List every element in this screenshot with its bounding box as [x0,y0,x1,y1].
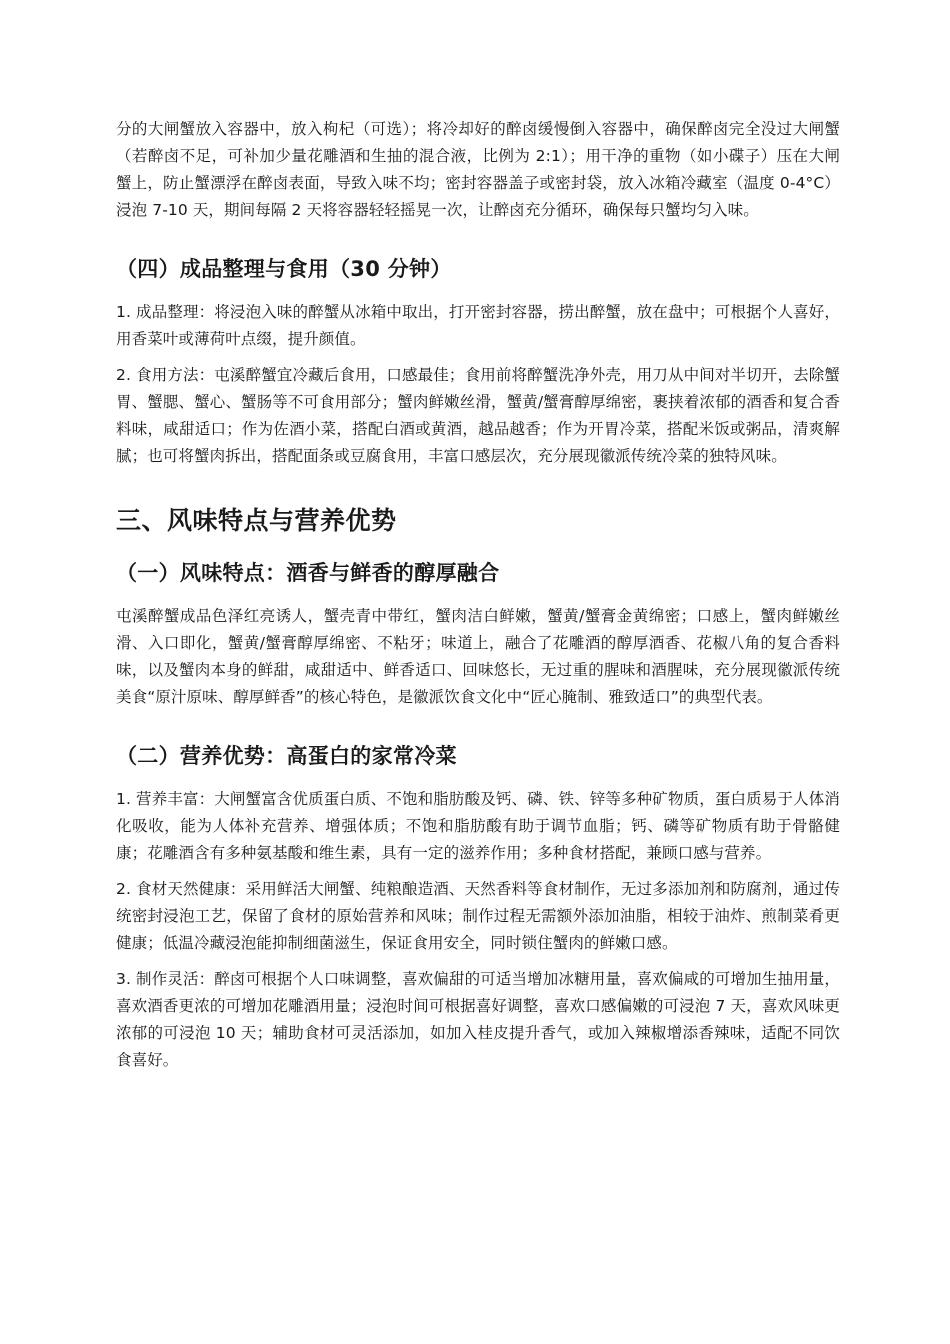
nutrition-heading: （二）营养优势：高蛋白的家常冷菜 [116,744,457,768]
flavor-heading: （一）风味特点：酒香与鲜香的醇厚融合 [116,561,500,585]
flavor-paragraph: 屯溪醉蟹成品色泽红亮诱人，蟹壳青中带红，蟹肉洁白鲜嫩，蟹黄/蟹膏金黄绵密；口感上，蟹肉鲜嫩丝滑、入口即化，蟹黄/蟹膏醇厚绵密、不粘牙；味道上，融合了花雕酒的醇厚酒香、花椒八角的复合香料味，以及蟹肉本身的鲜甜，咸甜适中、鲜香适口、回味悠长，无过重的腥味和酒腥味，充分展现徽派传统美食“原汁原味、醇厚鲜香”的核心特色，是徽派饮食文化中“匠心腌制、雅致适口”的典型代表。 [116,607,840,706]
chapter-three-heading: 三、风味特点与营养优势 [116,506,397,535]
nutrition-paragraph-3: 3. 制作灵活：醉卤可根据个人口味调整，喜欢偏甜的可适当增加冰糖用量，喜欢偏咸的可增加生抽用量，喜欢酒香更浓的可增加花雕酒用量；浸泡时间可根据喜好调整，喜欢口感偏嫩的可浸泡 7 天，喜欢风味更浓郁的可浸泡 10 天；辅助食材可灵活添加，如加入桂皮提升香气，或加入辣椒增添香辣味，适配不同饮食喜好。 [116,970,840,1069]
document-body [116,116,840,1083]
nutrition-paragraph-1: 1. 营养丰富：大闸蟹富含优质蛋白质、不饱和脂肪酸及钙、磷、铁、锌等多种矿物质，蛋白质易于人体消化吸收，能为人体补充营养、增强体质；不饱和脂肪酸有助于调节血脂；钙、磷等矿物质有助于骨骼健康；花雕酒含有多种氨基酸和维生素，具有一定的滋养作用；多种食材搭配，兼顾口感与营养。 [116,790,840,862]
section-four-paragraph-1: 1. 成品整理：将浸泡入味的醉蟹从冰箱中取出，打开密封容器，捞出醉蟹，放在盘中；可根据个人喜好，用香菜叶或薄荷叶点缀，提升颜值。 [116,303,840,348]
section-four-paragraph-2: 2. 食用方法：屯溪醉蟹宜冷藏后食用，口感最佳；食用前将醉蟹洗净外壳，用刀从中间对半切开，去除蟹胃、蟹腮、蟹心、蟹肠等不可食用部分；蟹肉鲜嫩丝滑，蟹黄/蟹膏醇厚绵密，裹挟着浓郁的酒香和复合香料味，咸甜适口；作为佐酒小菜，搭配白酒或黄酒，越品越香；作为开胃冷菜，搭配米饭或粥品，清爽解腻；也可将蟹肉拆出，搭配面条或豆腐食用，丰富口感层次，充分展现徽派传统冷菜的独特风味。 [116,366,840,465]
intro-paragraph: 分的大闸蟹放入容器中，放入枸杞（可选）；将冷却好的醉卤缓慢倒入容器中，确保醉卤完全没过大闸蟹（若醉卤不足，可补加少量花雕酒和生抽的混合液，比例为 2:1）；用干净的重物（如小碟子）压在大闸蟹上，防止蟹漂浮在醉卤表面，导致入味不均；密封容器盖子或密封袋，放入冰箱冷藏室（温度 0-4°C）浸泡 7-10 天，期间每隔 2 天将容器轻轻摇晃一次，让醉卤充分循环，确保每只蟹均匀入味。 [116,120,840,219]
nutrition-paragraph-2: 2. 食材天然健康：采用鲜活大闸蟹、纯粮酿造酒、天然香料等食材制作，无过多添加剂和防腐剂，通过传统密封浸泡工艺，保留了食材的原始营养和风味；制作过程无需额外添加油脂，相较于油炸、煎制菜肴更健康；低温冷藏浸泡能抑制细菌滋生，保证食用安全，同时锁住蟹肉的鲜嫩口感。 [116,880,840,952]
section-four-heading: （四）成品整理与食用（30 分钟） [116,257,452,281]
